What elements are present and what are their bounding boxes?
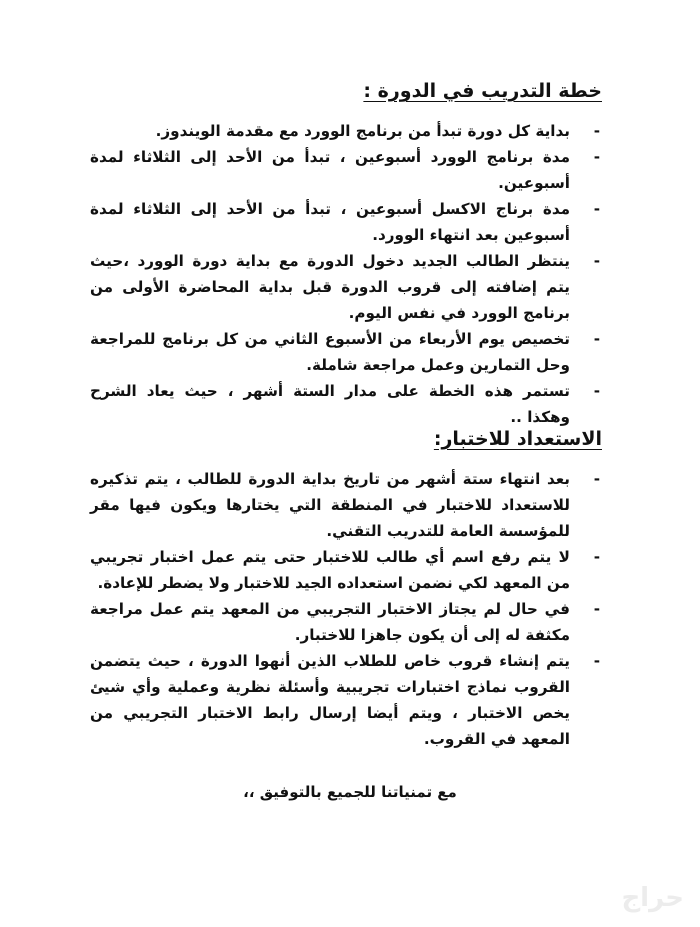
- list-item-text: ينتظر الطالب الجديد دخول الدورة مع بداية دورة الوورد ،حيث يتم إضافته إلى قروب الدورة قبل بداية المحاضرة الأولى من برنامج الوورد في نفس اليوم.: [90, 252, 570, 322]
- list-item: [90, 648, 602, 752]
- bullet-dash: -: [593, 252, 600, 270]
- list-item-text: مدة برنامج الوورد أسبوعين ، تبدأ من الأحد إلى الثلاثاء لمدة أسبوعين.: [90, 148, 570, 192]
- bullet-dash: -: [593, 548, 600, 566]
- list-item-text: في حال لم يجتاز الاختبار التجريبي من المعهد يتم عمل مراجعة مكثفة له إلى أن يكون جاهزا للاختبار.: [90, 600, 570, 644]
- bullet-dash: -: [593, 122, 600, 140]
- haraj-watermark-logo: حراج: [621, 883, 684, 913]
- list-item-text: تخصيص يوم الأربعاء من الأسبوع الثاني من كل برنامج للمراجعة وحل التمارين وعمل مراجعة شاملة.: [90, 330, 570, 374]
- list-item-text: بداية كل دورة تبدأ من برنامج الوورد مع مقدمة الويندوز.: [155, 122, 570, 140]
- list-item: [90, 596, 602, 648]
- bullet-dash: -: [593, 600, 600, 618]
- list-item-text: تستمر هذه الخطة على مدار الستة أشهر ، حيث يعاد الشرح وهكذا ..: [90, 382, 570, 426]
- list-item: [90, 466, 602, 544]
- bullet-dash: -: [593, 330, 600, 348]
- list-item-text: مدة برناج الاكسل أسبوعين ، تبدأ من الأحد إلى الثلاثاء لمدة أسبوعين بعد انتهاء الوورد.: [90, 200, 570, 244]
- list-item: [90, 544, 602, 596]
- list-item: [90, 326, 602, 378]
- list-item: [90, 248, 602, 326]
- section-heading-training-plan: خطة التدريب في الدورة :: [363, 80, 602, 102]
- list-item: [90, 378, 602, 430]
- section-heading-exam-preparation: الاستعداد للاختبار:: [433, 428, 602, 450]
- bullet-dash: -: [593, 470, 600, 488]
- exam-preparation-list: [90, 466, 602, 752]
- list-item-text: بعد انتهاء ستة أشهر من تاريخ بداية الدورة للطالب ، يتم تذكيره للاستعداد للاختبار في المنطقة التي يختارها ويكون فيها مقر للمؤسسة العامة للتدريب التقني.: [90, 470, 570, 540]
- list-item: [90, 144, 602, 196]
- bullet-dash: -: [593, 148, 600, 166]
- closing-note: مع تمنياتنا للجميع بالتوفيق ،،: [243, 783, 457, 801]
- list-item: [90, 196, 602, 248]
- bullet-dash: -: [593, 382, 600, 400]
- bullet-dash: -: [593, 652, 600, 670]
- list-item-text: لا يتم رفع اسم أي طالب للاختبار حتى يتم عمل اختبار تجريبي من المعهد لكي نضمن استعداده الجيد للاختبار ولا يضطر للإعادة.: [90, 548, 570, 592]
- bullet-dash: -: [593, 200, 600, 218]
- list-item-text: يتم إنشاء قروب خاص للطلاب الذين أنهوا الدورة ، حيث يتضمن القروب نماذج اختبارات تجريبية وأسئلة نظرية وعملية وأي شيئ يخص الاختبار ، ويتم أيضا إرسال رابط الاختبار التجريبي من المعهد في القروب.: [90, 652, 570, 748]
- training-plan-list: [90, 118, 602, 430]
- list-item: [90, 118, 602, 144]
